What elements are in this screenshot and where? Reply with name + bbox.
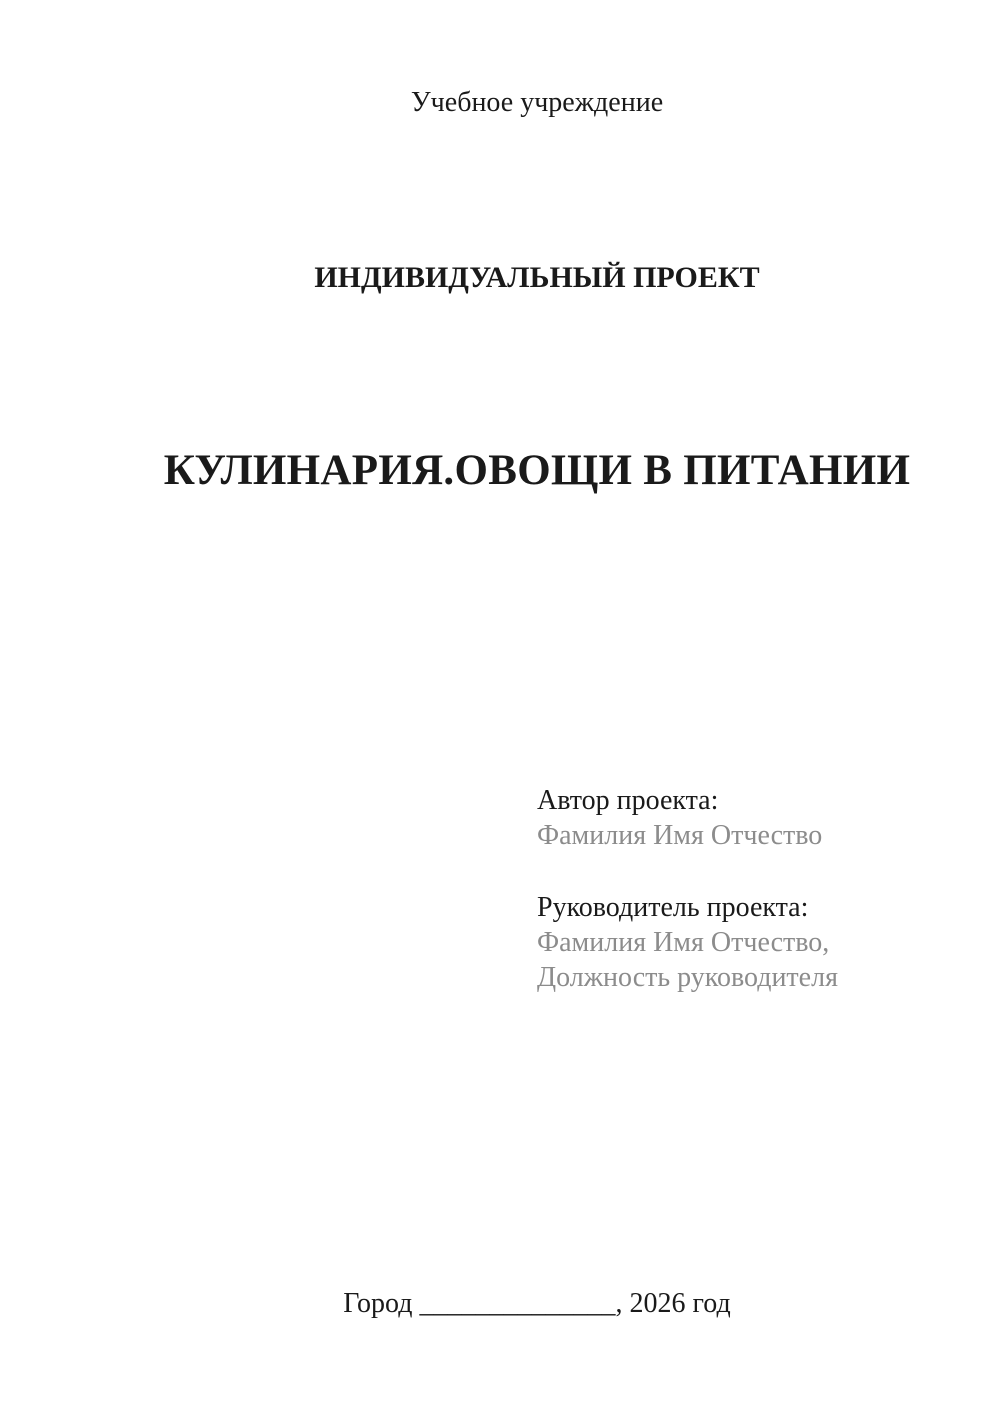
project-type-heading: ИНДИВИДУАЛЬНЫЙ ПРОЕКТ xyxy=(314,261,760,294)
project-title: КУЛИНАРИЯ.ОВОЩИ В ПИТАНИИ xyxy=(163,447,911,494)
author-label: Автор проекта: xyxy=(537,785,719,816)
supervisor-name-placeholder: Фамилия Имя Отчество, xyxy=(537,927,830,958)
institution-name: Учебное учреждение xyxy=(410,87,664,118)
credits-block xyxy=(537,783,838,995)
supervisor-block xyxy=(537,890,838,995)
supervisor-label: Руководитель проекта: xyxy=(537,892,809,923)
author-name-placeholder: Фамилия Имя Отчество xyxy=(537,820,823,851)
city-year-line: Город ______________, 2026 год xyxy=(343,1288,731,1319)
supervisor-position-placeholder: Должность руководителя xyxy=(537,962,838,993)
author-block xyxy=(537,783,838,853)
